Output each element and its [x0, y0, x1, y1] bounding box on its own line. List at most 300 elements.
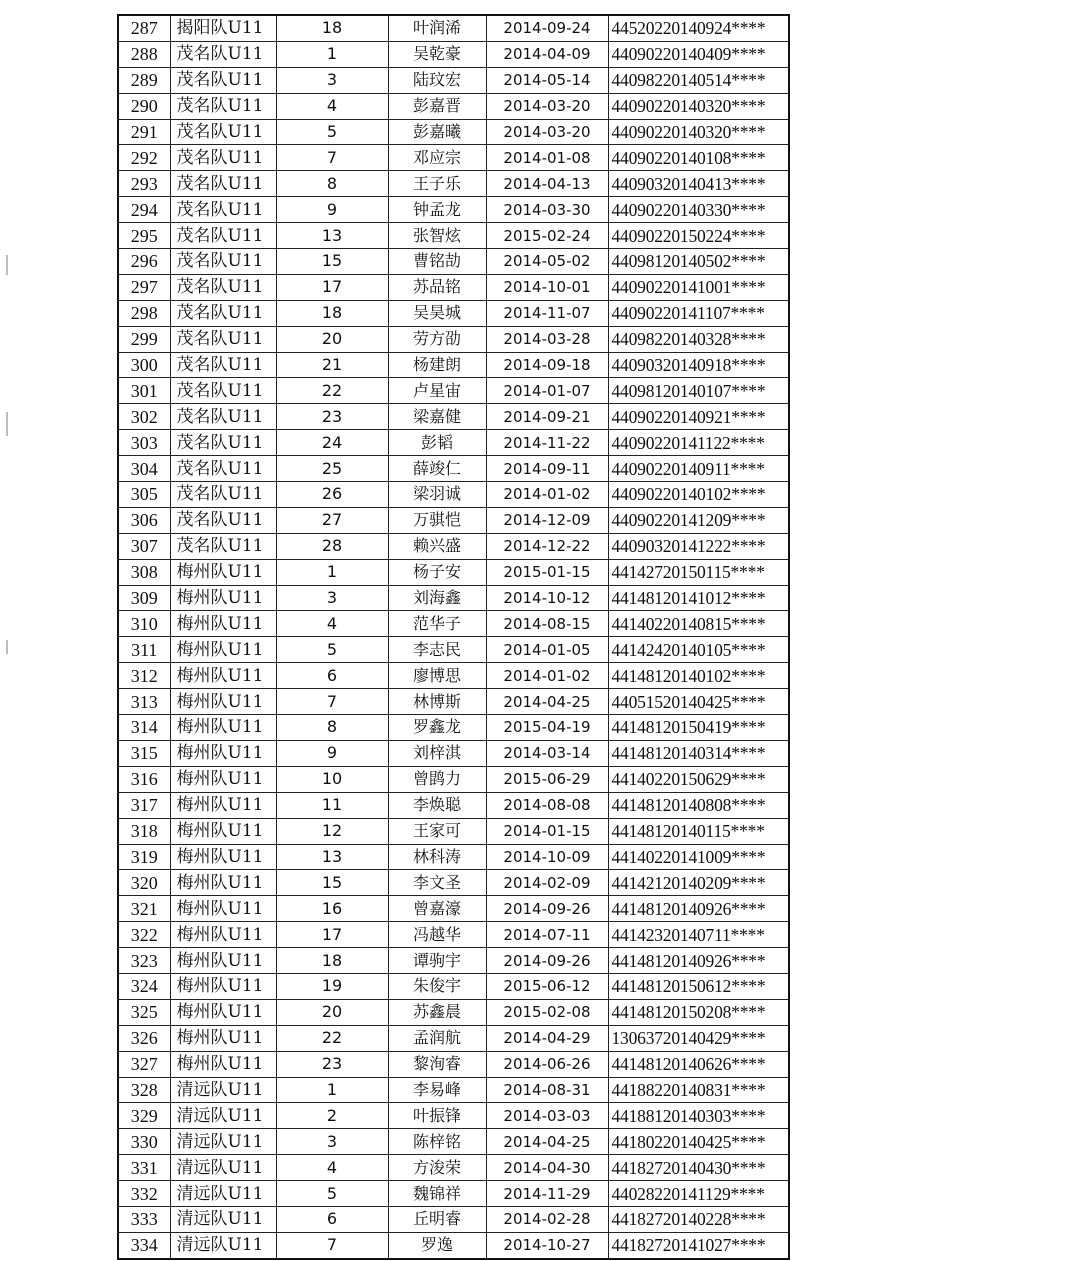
birth-date: 2014-10-12	[486, 585, 608, 611]
birth-date: 2014-03-28	[486, 326, 608, 352]
team-name: 清远队U11	[170, 1155, 276, 1181]
jersey-number: 18	[276, 15, 388, 41]
id-number: 44180220140425****	[608, 1129, 789, 1155]
id-number: 44090320140413****	[608, 171, 789, 197]
team-name: 茂名队U11	[170, 300, 276, 326]
row-index: 331	[118, 1155, 170, 1181]
player-name: 张智炫	[388, 223, 486, 249]
team-name: 梅州队U11	[170, 844, 276, 870]
id-number: 44090320141222****	[608, 533, 789, 559]
team-name: 梅州队U11	[170, 559, 276, 585]
team-name: 茂名队U11	[170, 482, 276, 508]
jersey-number: 18	[276, 300, 388, 326]
team-name: 清远队U11	[170, 1206, 276, 1232]
jersey-number: 26	[276, 482, 388, 508]
row-index: 298	[118, 300, 170, 326]
player-name: 王子乐	[388, 171, 486, 197]
team-name: 梅州队U11	[170, 715, 276, 741]
jersey-number: 9	[276, 740, 388, 766]
table-row	[118, 274, 789, 300]
jersey-number: 5	[276, 119, 388, 145]
id-number: 44148120140115****	[608, 818, 789, 844]
team-name: 清远队U11	[170, 1103, 276, 1129]
jersey-number: 3	[276, 585, 388, 611]
jersey-number: 4	[276, 611, 388, 637]
player-name: 李志民	[388, 637, 486, 663]
birth-date: 2015-06-12	[486, 973, 608, 999]
birth-date: 2014-04-29	[486, 1025, 608, 1051]
team-name: 梅州队U11	[170, 689, 276, 715]
row-index: 288	[118, 41, 170, 67]
row-index: 325	[118, 999, 170, 1025]
roster-body	[118, 15, 789, 1259]
player-name: 黎洵睿	[388, 1051, 486, 1077]
birth-date: 2014-08-15	[486, 611, 608, 637]
id-number: 44028220141129****	[608, 1181, 789, 1207]
row-index: 292	[118, 145, 170, 171]
jersey-number: 13	[276, 223, 388, 249]
row-index: 316	[118, 766, 170, 792]
team-name: 茂名队U11	[170, 171, 276, 197]
birth-date: 2014-01-02	[486, 482, 608, 508]
table-row	[118, 792, 789, 818]
team-name: 揭阳队U11	[170, 15, 276, 41]
birth-date: 2015-04-19	[486, 715, 608, 741]
jersey-number: 7	[276, 1232, 388, 1258]
jersey-number: 1	[276, 41, 388, 67]
id-number: 44148120150612****	[608, 973, 789, 999]
team-name: 茂名队U11	[170, 456, 276, 482]
birth-date: 2014-11-29	[486, 1181, 608, 1207]
table-row	[118, 870, 789, 896]
player-name: 李易峰	[388, 1077, 486, 1103]
birth-date: 2014-09-11	[486, 456, 608, 482]
table-row	[118, 223, 789, 249]
team-name: 梅州队U11	[170, 973, 276, 999]
jersey-number: 1	[276, 1077, 388, 1103]
birth-date: 2014-09-24	[486, 15, 608, 41]
table-row	[118, 197, 789, 223]
id-number: 44098220140514****	[608, 67, 789, 93]
row-index: 315	[118, 740, 170, 766]
row-index: 312	[118, 663, 170, 689]
id-number: 44148120141012****	[608, 585, 789, 611]
id-number: 44148120140926****	[608, 948, 789, 974]
table-row	[118, 93, 789, 119]
jersey-number: 15	[276, 870, 388, 896]
table-row	[118, 1232, 789, 1258]
jersey-number: 1	[276, 559, 388, 585]
id-number: 44090220140911****	[608, 456, 789, 482]
team-name: 茂名队U11	[170, 145, 276, 171]
id-number: 44142120140209****	[608, 870, 789, 896]
id-number: 44090220141001****	[608, 274, 789, 300]
table-row	[118, 456, 789, 482]
birth-date: 2014-08-08	[486, 792, 608, 818]
jersey-number: 23	[276, 404, 388, 430]
player-name: 廖博思	[388, 663, 486, 689]
team-name: 茂名队U11	[170, 352, 276, 378]
team-name: 茂名队U11	[170, 430, 276, 456]
player-name: 王家可	[388, 818, 486, 844]
row-index: 289	[118, 67, 170, 93]
table-row	[118, 41, 789, 67]
jersey-number: 18	[276, 948, 388, 974]
row-index: 326	[118, 1025, 170, 1051]
table-row	[118, 715, 789, 741]
id-number: 44148120140926****	[608, 896, 789, 922]
team-name: 梅州队U11	[170, 818, 276, 844]
row-index: 291	[118, 119, 170, 145]
id-number: 44090220140409****	[608, 41, 789, 67]
id-number: 44142720150115****	[608, 559, 789, 585]
player-name: 曹铭劼	[388, 249, 486, 275]
player-name: 林科涛	[388, 844, 486, 870]
table-row	[118, 1025, 789, 1051]
player-name: 方浚荣	[388, 1155, 486, 1181]
team-name: 茂名队U11	[170, 93, 276, 119]
table-row	[118, 1206, 789, 1232]
table-row	[118, 818, 789, 844]
table-row	[118, 999, 789, 1025]
team-name: 梅州队U11	[170, 948, 276, 974]
birth-date: 2014-10-01	[486, 274, 608, 300]
id-number: 44090220141122****	[608, 430, 789, 456]
player-name: 孟润航	[388, 1025, 486, 1051]
jersey-number: 2	[276, 1103, 388, 1129]
team-name: 梅州队U11	[170, 663, 276, 689]
birth-date: 2014-12-22	[486, 533, 608, 559]
player-name: 范华子	[388, 611, 486, 637]
table-row	[118, 1181, 789, 1207]
team-name: 茂名队U11	[170, 404, 276, 430]
birth-date: 2014-04-25	[486, 1129, 608, 1155]
team-name: 梅州队U11	[170, 766, 276, 792]
table-row	[118, 973, 789, 999]
team-name: 梅州队U11	[170, 870, 276, 896]
table-row	[118, 249, 789, 275]
team-name: 茂名队U11	[170, 119, 276, 145]
team-name: 清远队U11	[170, 1129, 276, 1155]
jersey-number: 5	[276, 637, 388, 663]
row-index: 327	[118, 1051, 170, 1077]
table-row	[118, 171, 789, 197]
table-row	[118, 663, 789, 689]
row-index: 320	[118, 870, 170, 896]
player-name: 叶润浠	[388, 15, 486, 41]
team-name: 清远队U11	[170, 1232, 276, 1258]
birth-date: 2014-01-05	[486, 637, 608, 663]
id-number: 44090220140320****	[608, 93, 789, 119]
birth-date: 2014-04-09	[486, 41, 608, 67]
id-number: 44182720140430****	[608, 1155, 789, 1181]
id-number: 44188120140303****	[608, 1103, 789, 1129]
table-row	[118, 404, 789, 430]
row-index: 295	[118, 223, 170, 249]
birth-date: 2014-11-07	[486, 300, 608, 326]
player-name: 苏品铭	[388, 274, 486, 300]
table-row	[118, 378, 789, 404]
id-number: 44182720140228****	[608, 1206, 789, 1232]
player-name: 叶振锋	[388, 1103, 486, 1129]
birth-date: 2015-02-08	[486, 999, 608, 1025]
jersey-number: 8	[276, 715, 388, 741]
birth-date: 2014-03-30	[486, 197, 608, 223]
table-row	[118, 948, 789, 974]
table-row	[118, 611, 789, 637]
player-name: 薛竣仁	[388, 456, 486, 482]
row-index: 318	[118, 818, 170, 844]
birth-date: 2014-05-02	[486, 249, 608, 275]
row-index: 309	[118, 585, 170, 611]
team-name: 茂名队U11	[170, 197, 276, 223]
team-name: 清远队U11	[170, 1077, 276, 1103]
team-name: 梅州队U11	[170, 611, 276, 637]
player-name: 丘明睿	[388, 1206, 486, 1232]
player-name: 刘海鑫	[388, 585, 486, 611]
jersey-number: 5	[276, 1181, 388, 1207]
team-name: 茂名队U11	[170, 274, 276, 300]
row-index: 314	[118, 715, 170, 741]
row-index: 306	[118, 507, 170, 533]
row-index: 307	[118, 533, 170, 559]
player-name: 彭嘉曦	[388, 119, 486, 145]
table-row	[118, 689, 789, 715]
team-name: 梅州队U11	[170, 922, 276, 948]
row-index: 293	[118, 171, 170, 197]
row-index: 299	[118, 326, 170, 352]
jersey-number: 17	[276, 922, 388, 948]
jersey-number: 16	[276, 896, 388, 922]
player-name: 李焕聪	[388, 792, 486, 818]
table-row	[118, 533, 789, 559]
table-row	[118, 637, 789, 663]
jersey-number: 3	[276, 67, 388, 93]
player-name: 曾嘉濠	[388, 896, 486, 922]
id-number: 44140220140815****	[608, 611, 789, 637]
id-number: 44142420140105****	[608, 637, 789, 663]
player-name: 谭驹宇	[388, 948, 486, 974]
jersey-number: 4	[276, 93, 388, 119]
scan-artifact-mark	[6, 640, 8, 654]
player-name: 陈梓铭	[388, 1129, 486, 1155]
birth-date: 2014-07-11	[486, 922, 608, 948]
birth-date: 2015-06-29	[486, 766, 608, 792]
id-number: 44148120140626****	[608, 1051, 789, 1077]
jersey-number: 28	[276, 533, 388, 559]
birth-date: 2014-11-22	[486, 430, 608, 456]
player-name: 罗鑫龙	[388, 715, 486, 741]
team-name: 梅州队U11	[170, 637, 276, 663]
id-number: 44090220141107****	[608, 300, 789, 326]
scan-artifact-mark	[6, 412, 8, 436]
id-number: 44148120150419****	[608, 715, 789, 741]
jersey-number: 15	[276, 249, 388, 275]
jersey-number: 27	[276, 507, 388, 533]
team-name: 茂名队U11	[170, 67, 276, 93]
row-index: 297	[118, 274, 170, 300]
jersey-number: 6	[276, 1206, 388, 1232]
player-name: 钟孟龙	[388, 197, 486, 223]
player-name: 万骐恺	[388, 507, 486, 533]
player-name: 刘梓淇	[388, 740, 486, 766]
table-row	[118, 1051, 789, 1077]
jersey-number: 8	[276, 171, 388, 197]
birth-date: 2014-04-25	[486, 689, 608, 715]
birth-date: 2014-02-28	[486, 1206, 608, 1232]
row-index: 308	[118, 559, 170, 585]
birth-date: 2014-05-14	[486, 67, 608, 93]
birth-date: 2014-06-26	[486, 1051, 608, 1077]
table-row	[118, 1129, 789, 1155]
jersey-number: 25	[276, 456, 388, 482]
player-name: 陆玟宏	[388, 67, 486, 93]
team-name: 梅州队U11	[170, 1051, 276, 1077]
id-number: 44140220141009****	[608, 844, 789, 870]
player-name: 林博斯	[388, 689, 486, 715]
row-index: 330	[118, 1129, 170, 1155]
team-name: 茂名队U11	[170, 378, 276, 404]
table-row	[118, 15, 789, 41]
birth-date: 2014-03-14	[486, 740, 608, 766]
birth-date: 2015-02-24	[486, 223, 608, 249]
team-name: 梅州队U11	[170, 585, 276, 611]
row-index: 305	[118, 482, 170, 508]
table-row	[118, 1103, 789, 1129]
id-number: 44148120140808****	[608, 792, 789, 818]
row-index: 290	[118, 93, 170, 119]
birth-date: 2014-08-31	[486, 1077, 608, 1103]
player-name: 李文圣	[388, 870, 486, 896]
row-index: 294	[118, 197, 170, 223]
birth-date: 2014-10-09	[486, 844, 608, 870]
birth-date: 2014-02-09	[486, 870, 608, 896]
birth-date: 2015-01-15	[486, 559, 608, 585]
row-index: 313	[118, 689, 170, 715]
birth-date: 2014-04-13	[486, 171, 608, 197]
row-index: 310	[118, 611, 170, 637]
table-row	[118, 119, 789, 145]
jersey-number: 11	[276, 792, 388, 818]
birth-date: 2014-09-18	[486, 352, 608, 378]
id-number: 44090220141209****	[608, 507, 789, 533]
id-number: 44090220140921****	[608, 404, 789, 430]
scan-artifact-mark	[6, 255, 8, 275]
jersey-number: 12	[276, 818, 388, 844]
id-number: 44182720141027****	[608, 1232, 789, 1258]
birth-date: 2014-04-30	[486, 1155, 608, 1181]
team-name: 梅州队U11	[170, 896, 276, 922]
id-number: 44148120140314****	[608, 740, 789, 766]
jersey-number: 4	[276, 1155, 388, 1181]
jersey-number: 9	[276, 197, 388, 223]
player-name: 彭韬	[388, 430, 486, 456]
row-index: 311	[118, 637, 170, 663]
row-index: 323	[118, 948, 170, 974]
player-name: 吴昊城	[388, 300, 486, 326]
jersey-number: 7	[276, 689, 388, 715]
team-name: 茂名队U11	[170, 249, 276, 275]
row-index: 322	[118, 922, 170, 948]
id-number: 44098220140328****	[608, 326, 789, 352]
row-index: 328	[118, 1077, 170, 1103]
roster-table	[117, 14, 790, 1260]
table-row	[118, 352, 789, 378]
id-number: 44148120140102****	[608, 663, 789, 689]
jersey-number: 19	[276, 973, 388, 999]
team-name: 茂名队U11	[170, 41, 276, 67]
table-row	[118, 1077, 789, 1103]
table-row	[118, 1155, 789, 1181]
id-number: 44090320140918****	[608, 352, 789, 378]
birth-date: 2014-01-07	[486, 378, 608, 404]
table-row	[118, 67, 789, 93]
player-name: 朱俊宇	[388, 973, 486, 999]
jersey-number: 21	[276, 352, 388, 378]
player-name: 梁羽诚	[388, 482, 486, 508]
id-number: 44148120150208****	[608, 999, 789, 1025]
table-row	[118, 145, 789, 171]
team-name: 清远队U11	[170, 1181, 276, 1207]
jersey-number: 7	[276, 145, 388, 171]
jersey-number: 22	[276, 1025, 388, 1051]
row-index: 296	[118, 249, 170, 275]
jersey-number: 20	[276, 999, 388, 1025]
birth-date: 2014-01-02	[486, 663, 608, 689]
table-row	[118, 922, 789, 948]
jersey-number: 10	[276, 766, 388, 792]
id-number: 44090220140108****	[608, 145, 789, 171]
id-number: 13063720140429****	[608, 1025, 789, 1051]
player-name: 杨建朗	[388, 352, 486, 378]
birth-date: 2014-03-20	[486, 93, 608, 119]
row-index: 334	[118, 1232, 170, 1258]
player-name: 魏锦祥	[388, 1181, 486, 1207]
id-number: 44098120140107****	[608, 378, 789, 404]
row-index: 317	[118, 792, 170, 818]
id-number: 44098120140502****	[608, 249, 789, 275]
table-row	[118, 766, 789, 792]
player-name: 苏鑫晨	[388, 999, 486, 1025]
birth-date: 2014-03-03	[486, 1103, 608, 1129]
id-number: 44520220140924****	[608, 15, 789, 41]
player-name: 赖兴盛	[388, 533, 486, 559]
table-row	[118, 740, 789, 766]
table-row	[118, 300, 789, 326]
player-name: 吴乾豪	[388, 41, 486, 67]
team-name: 茂名队U11	[170, 223, 276, 249]
id-number: 44142320140711****	[608, 922, 789, 948]
table-row	[118, 585, 789, 611]
team-name: 梅州队U11	[170, 740, 276, 766]
team-name: 茂名队U11	[170, 533, 276, 559]
table-row	[118, 559, 789, 585]
row-index: 319	[118, 844, 170, 870]
player-name: 劳方劭	[388, 326, 486, 352]
jersey-number: 22	[276, 378, 388, 404]
player-name: 邓应宗	[388, 145, 486, 171]
table-row	[118, 326, 789, 352]
table-row	[118, 482, 789, 508]
id-number: 44090220150224****	[608, 223, 789, 249]
id-number: 44090220140102****	[608, 482, 789, 508]
team-name: 梅州队U11	[170, 792, 276, 818]
jersey-number: 3	[276, 1129, 388, 1155]
jersey-number: 23	[276, 1051, 388, 1077]
row-index: 304	[118, 456, 170, 482]
player-name: 罗逸	[388, 1232, 486, 1258]
birth-date: 2014-09-26	[486, 948, 608, 974]
